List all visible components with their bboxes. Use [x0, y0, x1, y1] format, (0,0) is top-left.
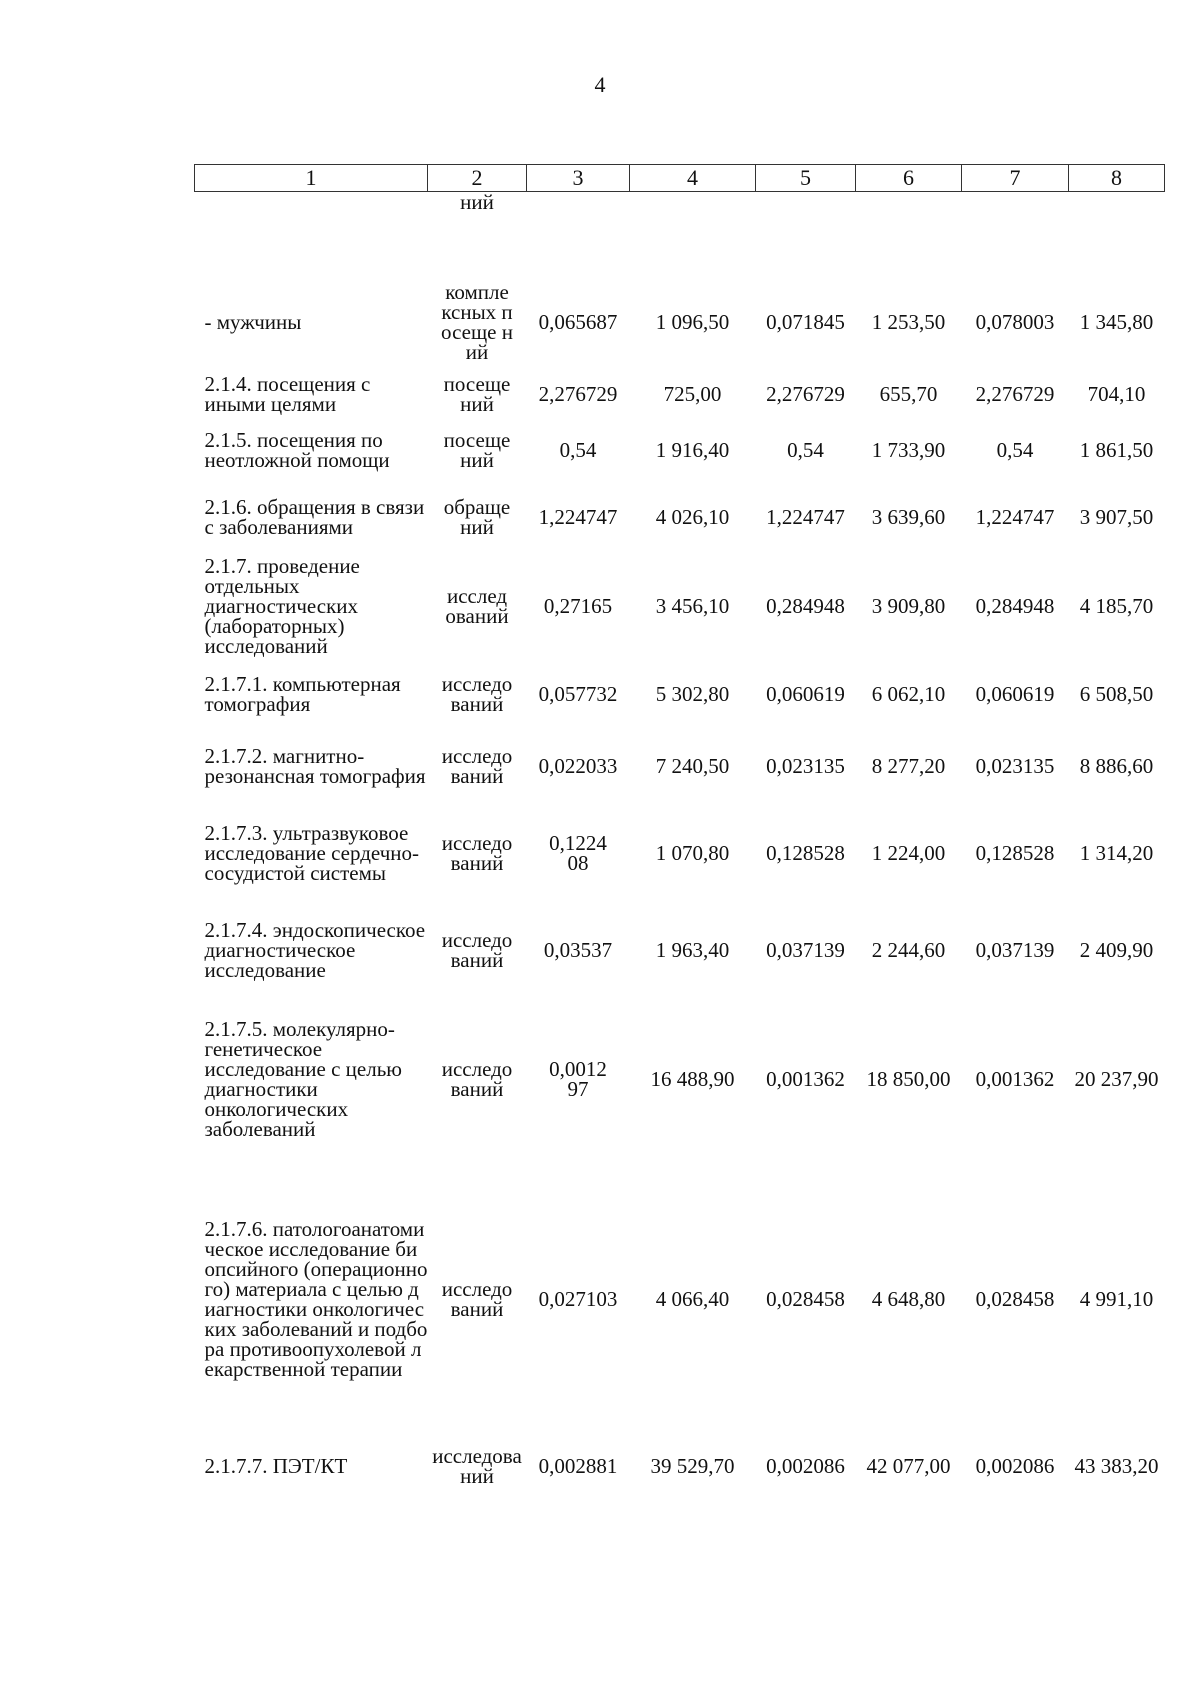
row-value: 0,028458 — [975, 1286, 1055, 1311]
row-value: 43 383,20 — [1074, 1453, 1159, 1478]
carry-over-unit: ний — [460, 190, 494, 214]
row-value: 3 639,60 — [871, 504, 946, 529]
row-value: 0,022033 — [538, 753, 618, 778]
tariff-table — [194, 164, 1165, 1496]
row-value: 0,128528 — [766, 840, 845, 865]
row-value: 1 224,00 — [871, 840, 946, 865]
row-unit: компле ксных посеще ний — [441, 279, 513, 364]
row-value: 725,00 — [663, 381, 722, 406]
row-value: 2 409,90 — [1079, 937, 1154, 962]
row-value: 1,224747 — [766, 504, 845, 529]
row-value: 16 488,90 — [650, 1066, 735, 1091]
row-value: 0,023135 — [975, 753, 1055, 778]
row-unit: посеще ний — [443, 371, 511, 416]
row-value: 1 253,50 — [871, 309, 946, 334]
row-value: 0,065687 — [538, 309, 618, 334]
row-value: 0,284948 — [975, 593, 1055, 618]
row-unit: обраще ний — [443, 494, 511, 539]
row-value: 6 508,50 — [1079, 681, 1154, 706]
row-value: 0,54 — [996, 437, 1034, 462]
column-header: 6 — [856, 165, 962, 192]
row-value: 2 244,60 — [871, 937, 946, 962]
table-row — [195, 658, 1165, 730]
column-header: 2 — [428, 165, 527, 192]
row-value: 1 861,50 — [1079, 437, 1154, 462]
row-name: 2.1.5. посещения по неотложной помощи — [204, 427, 390, 472]
row-value: 4 648,80 — [871, 1286, 946, 1311]
row-unit: исследо ваний — [441, 927, 513, 972]
column-header: 8 — [1069, 165, 1165, 192]
table-row — [195, 1436, 1165, 1496]
row-value: 4 991,10 — [1079, 1286, 1154, 1311]
row-value: 0,27165 — [543, 593, 613, 618]
carry-over-row — [195, 192, 1165, 276]
page-number: 4 — [594, 72, 606, 97]
table-row — [195, 554, 1165, 658]
row-value: 4 185,70 — [1079, 593, 1154, 618]
row-value: 0,037139 — [975, 937, 1055, 962]
row-value: 1,224747 — [538, 504, 618, 529]
row-value: 1 916,40 — [655, 437, 730, 462]
row-value: 8 886,60 — [1079, 753, 1154, 778]
row-name: 2.1.7.6. патологоанатомическое исследование биопсийного (операционного) материала с целью диагностики онкологических заболеваний и подбора противоопухолевой лекарственной терапии — [204, 1216, 428, 1381]
table-row — [195, 904, 1165, 996]
row-value: 1 314,20 — [1079, 840, 1154, 865]
table-row — [195, 730, 1165, 802]
row-value: 0,027103 — [538, 1286, 618, 1311]
column-number-row — [195, 165, 1165, 192]
row-value: 0,54 — [559, 437, 597, 462]
row-name: 2.1.7.3. ультразвуковое исследование сердечно-сосудистой системы — [204, 820, 419, 885]
row-name: 2.1.7. проведение отдельных диагностических (лабораторных) исследований — [204, 553, 360, 658]
row-value: 0,54 — [787, 437, 824, 462]
row-value: 0,002086 — [975, 1453, 1055, 1478]
row-value: 3 907,50 — [1079, 504, 1154, 529]
row-value: 0,023135 — [766, 753, 845, 778]
table-row — [195, 480, 1165, 554]
row-value: 1 345,80 — [1079, 309, 1154, 334]
row-name: 2.1.6. обращения в связи с заболеваниями — [204, 494, 425, 539]
row-unit: исследо ваний — [441, 743, 513, 788]
row-value: 0,078003 — [975, 309, 1055, 334]
column-header: 7 — [962, 165, 1069, 192]
row-value: 39 529,70 — [650, 1453, 735, 1478]
table-row — [195, 368, 1165, 420]
row-unit: исслед ований — [445, 583, 509, 628]
row-unit: исследо ваний — [441, 671, 513, 716]
row-value: 1 733,90 — [871, 437, 946, 462]
row-value: 1 096,50 — [655, 309, 730, 334]
row-value: 2,276729 — [538, 381, 618, 406]
table-row — [195, 420, 1165, 480]
row-value: 4 026,10 — [655, 504, 730, 529]
row-value: 0,002881 — [538, 1453, 618, 1478]
table-row — [195, 1162, 1165, 1436]
row-name: 2.1.7.2. магнитно-резонансная томография — [204, 743, 426, 788]
row-value: 42 077,00 — [866, 1453, 951, 1478]
table-row — [195, 276, 1165, 368]
row-name: 2.1.7.1. компьютерная томография — [204, 671, 401, 716]
row-value: 0,028458 — [766, 1286, 845, 1311]
row-value: 0,122408 — [549, 830, 607, 875]
row-value: 18 850,00 — [866, 1066, 951, 1091]
row-value: 4 066,40 — [655, 1286, 730, 1311]
row-unit: посеще ний — [443, 427, 511, 472]
row-value: 7 240,50 — [655, 753, 730, 778]
row-value: 20 237,90 — [1074, 1066, 1159, 1091]
row-name: 2.1.7.5. молекулярно-генетическое исследование с целью диагностики онкологических заболеваний — [204, 1016, 402, 1141]
row-value: 1 963,40 — [655, 937, 730, 962]
row-unit: исследо ваний — [441, 830, 513, 875]
row-value: 8 277,20 — [871, 753, 946, 778]
row-value: 1,224747 — [975, 504, 1055, 529]
row-value: 0,001362 — [766, 1066, 845, 1091]
row-value: 2,276729 — [766, 381, 845, 406]
row-value: 704,10 — [1087, 381, 1146, 406]
table-row — [195, 802, 1165, 904]
row-value: 0,001362 — [975, 1066, 1055, 1091]
row-value: 0,128528 — [975, 840, 1055, 865]
row-unit: исследо ваний — [441, 1056, 513, 1101]
row-name: 2.1.7.4. эндоскопическое диагностическое исследование — [204, 917, 426, 982]
row-value: 1 070,80 — [655, 840, 730, 865]
row-value: 6 062,10 — [871, 681, 946, 706]
row-value: 0,037139 — [766, 937, 845, 962]
column-header: 3 — [527, 165, 630, 192]
row-value: 0,002086 — [766, 1453, 845, 1478]
row-unit: исследо ваний — [441, 1276, 513, 1321]
row-name: 2.1.7.7. ПЭТ/КТ — [204, 1453, 348, 1478]
row-value: 5 302,80 — [655, 681, 730, 706]
row-value: 0,03537 — [543, 937, 613, 962]
row-value: 0,057732 — [538, 681, 618, 706]
row-value: 0,060619 — [766, 681, 845, 706]
row-name: 2.1.4. посещения с иными целями — [204, 371, 371, 416]
row-value: 3 909,80 — [871, 593, 946, 618]
column-header: 4 — [630, 165, 756, 192]
column-header: 5 — [756, 165, 856, 192]
row-value: 0,001297 — [549, 1056, 607, 1101]
row-value: 2,276729 — [975, 381, 1055, 406]
row-value: 0,071845 — [766, 309, 845, 334]
row-unit: исследова ний — [432, 1443, 522, 1488]
row-name: - мужчины — [204, 309, 302, 334]
column-header: 1 — [195, 165, 428, 192]
row-value: 655,70 — [879, 381, 938, 406]
row-value: 3 456,10 — [655, 593, 730, 618]
row-value: 0,284948 — [766, 593, 845, 618]
table-row — [195, 996, 1165, 1162]
row-value: 0,060619 — [975, 681, 1055, 706]
